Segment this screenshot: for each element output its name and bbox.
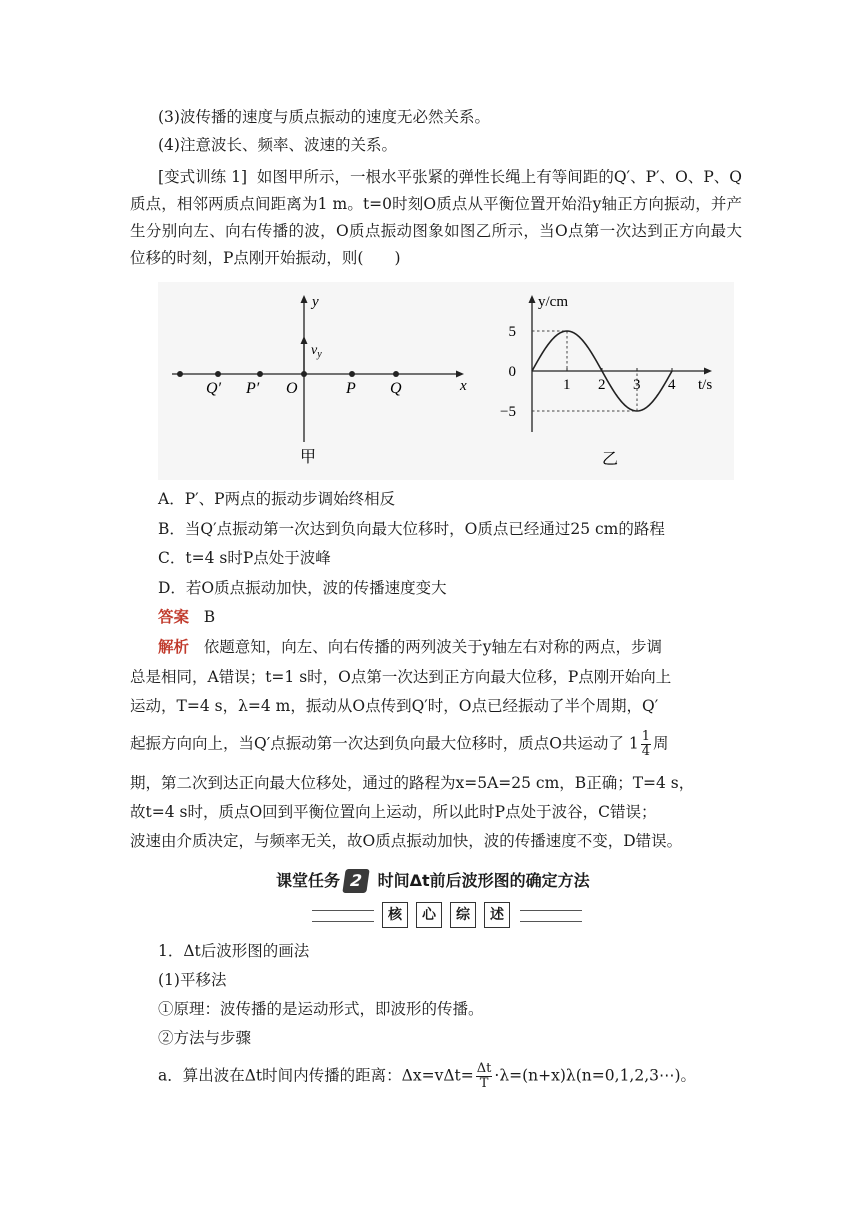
jia-label-o: O [286, 380, 298, 397]
yi-caption: 乙 [602, 449, 619, 468]
hexin-banner [312, 900, 582, 930]
jia-y-arrow [301, 295, 308, 303]
yi-t-arrow [704, 368, 712, 375]
jia-dot-q [393, 371, 399, 377]
jia-dot-p [349, 371, 355, 377]
answer-row [158, 606, 215, 628]
hexin-char-2: 心 [416, 902, 442, 928]
fraction-one-quarter: $\frac{1}{4}$ [641, 729, 651, 759]
task-number-badge: 2 [342, 869, 369, 893]
jia-caption: 甲 [300, 447, 317, 466]
hexin-char-4: 述 [484, 902, 510, 928]
jia-label-p-prime: P′ [246, 380, 260, 397]
hexin-char-1: 核 [382, 902, 408, 928]
hexin-right-bar [520, 910, 582, 922]
jia-dot-o [301, 371, 307, 377]
jia-dot-p-prime [257, 371, 263, 377]
analysis-line-7: 波速由介质决定，与频率无关，故O质点振动加快，波的传播速度不变，D错误。 [130, 832, 683, 850]
note-3: (3)波传播的速度与质点振动的速度无必然关系。 [158, 108, 490, 126]
jia-label-q-prime: Q′ [206, 380, 222, 397]
analysis-line-5: 期，第二次到达正向最大位移处，通过的路程为x=5A=25 cm，B正确；T=4 s， [130, 774, 695, 792]
yi-ytick-label: −5 [500, 404, 516, 420]
figure-yi [500, 294, 712, 468]
method-text: ②方法与步骤 [158, 1029, 252, 1047]
yi-ytick-label: 5 [508, 324, 516, 340]
yi-y-label: y/cm [538, 294, 568, 310]
analysis-line-6: 故t=4 s时，质点O回到平衡位置向上运动，所以此时P点处于波谷，C错误； [130, 803, 657, 821]
yi-x-label: t/s [698, 377, 713, 393]
note-4: (4)注意波长、频率、波速的关系。 [158, 136, 397, 154]
yi-ytick-label: 0 [508, 364, 516, 380]
analysis-line-1: 解析 依题意知，向左、向右传播的两列波关于y轴左右对称的两点，步调 [158, 637, 663, 656]
section-heading: 1．Δt后波形图的画法 [158, 942, 310, 960]
figure-svg [158, 282, 734, 480]
jia-velocity-head [301, 336, 308, 344]
jia-label-p: P [346, 380, 356, 397]
jia-y-label: y [312, 294, 319, 310]
analysis-line-3: 运动，T=4 s，λ=4 m，振动从O点传到Q′时，O点已经振动了半个周期，Q′ [130, 697, 659, 715]
answer-label: 答案 [158, 607, 190, 626]
exercise-text: 如图甲所示，一根水平张紧的弹性长绳上有等间距的Q′、P′、O、P、Q质点，相邻两质点间距离为1 m。t=0时刻O质点从平衡位置开始沿y轴正方向振动，并产生分别向左、向右传播的波，O质点振动图象如图乙所示，当O点第一次达到正方向最大位移的时刻，P点刚开始振动，则( ) [130, 168, 742, 267]
analysis-label: 解析 [158, 637, 190, 656]
subsection-title: (1)平移法 [158, 971, 227, 989]
jia-x-label: x [460, 378, 467, 394]
jia-x-arrow [456, 371, 464, 378]
figure-panel [158, 282, 734, 480]
option-a: A．P′、P两点的振动步调始终相反 [158, 490, 396, 508]
step-a-formula: a．算出波在Δt时间内传播的距离：Δx=vΔt= $\frac{\Delta t}{T}$ ·λ=(n+x)λ(n=0,1,2,3⋯)。 [158, 1061, 697, 1091]
fraction-dt-over-t: $\frac{\Delta t}{T}$ [476, 1061, 492, 1091]
yi-xtick-label: 1 [563, 377, 571, 393]
hexin-left-bar [312, 910, 374, 922]
yi-xtick-label: 2 [598, 377, 606, 393]
option-d: D．若O质点振动加快，波的传播速度变大 [158, 579, 447, 597]
task-title: 时间Δt前后波形图的确定方法 [377, 871, 590, 890]
figure-jia [172, 294, 467, 466]
option-b: B．当Q′点振动第一次达到负向最大位移时，O质点已经通过25 cm的路程 [158, 520, 665, 538]
analysis-line-4: 起振方向向上，当Q′点振动第一次达到负向最大位移时，质点O共运动了 1 $\frac{1}{4}$ 周 [130, 729, 669, 759]
analysis-line-2: 总是相同，A错误；t=1 s时，O点第一次达到正方向最大位移，P点刚开始向上 [130, 668, 672, 686]
answer-value: B [203, 608, 216, 626]
task-heading: 课堂任务 2 时间Δt前后波形图的确定方法 [276, 868, 590, 893]
option-c: C．t=4 s时P点处于波峰 [158, 549, 331, 567]
jia-dot-left-end [177, 371, 183, 377]
principle-text: ①原理：波传播的是运动形式，即波形的传播。 [158, 1000, 484, 1018]
yi-xtick-label: 4 [668, 377, 676, 393]
yi-y-arrow [529, 295, 536, 303]
yi-xtick-label: 3 [633, 377, 641, 393]
jia-label-q: Q [390, 380, 402, 397]
jia-velocity-label: $v_y$ [311, 343, 322, 360]
hexin-char-3: 综 [450, 902, 476, 928]
exercise-stem [130, 164, 742, 272]
exercise-tag: [变式训练 1] [158, 168, 247, 186]
jia-dot-q-prime [215, 371, 221, 377]
